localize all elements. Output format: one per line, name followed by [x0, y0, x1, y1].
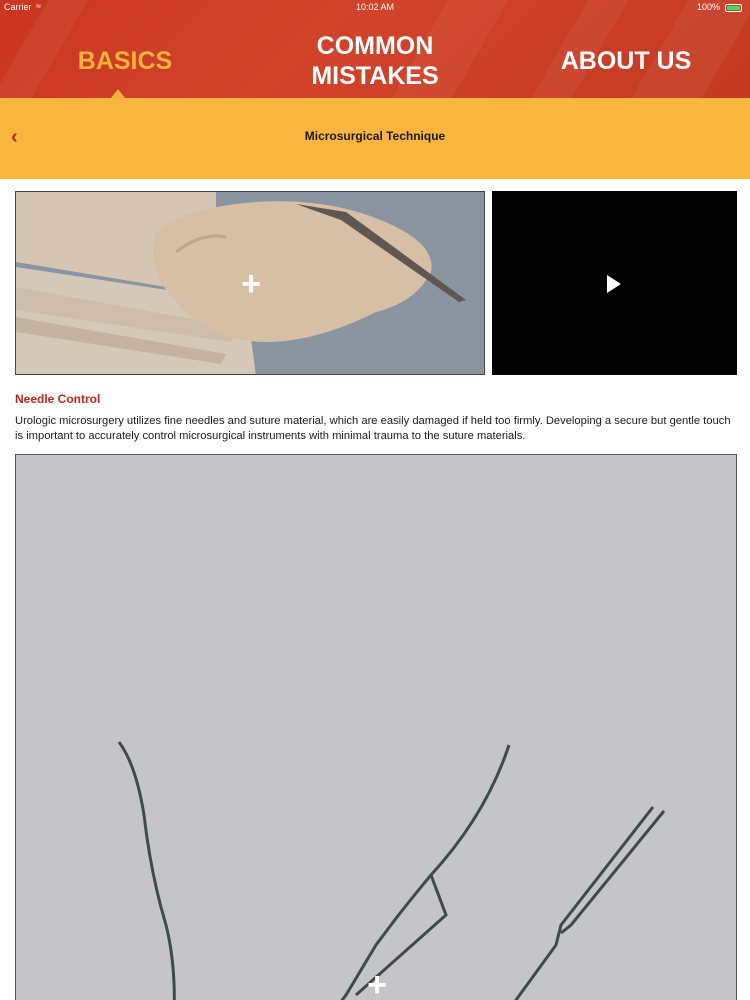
tab-basics-label: BASICS — [77, 47, 173, 75]
technique-video[interactable] — [492, 191, 737, 375]
plus-icon: + — [367, 966, 387, 1000]
page-header — [0, 98, 750, 179]
battery-icon — [725, 4, 742, 12]
status-time: 10:02 AM — [355, 2, 395, 12]
technique-photo[interactable] — [15, 191, 485, 375]
section-title: Needle Control — [15, 392, 101, 406]
chevron-left-icon[interactable]: ‹ — [11, 126, 18, 148]
battery-percent: 100% — [696, 2, 720, 12]
tab-about-us[interactable] — [500, 26, 750, 96]
forceps-line-drawing — [16, 455, 737, 1000]
page-title: Microsurgical Technique — [304, 129, 446, 143]
section-body: Urologic microsurgery utilizes fine needles and suture material, which are easily damaged if held too firmly. Developing a secure but gentle touch is important to accurately control microsurgical instruments with minimal trauma to the suture materials. — [15, 415, 731, 442]
tab-basics[interactable] — [0, 26, 250, 96]
status-bar — [0, 0, 750, 16]
needle-control-diagram[interactable] — [15, 454, 737, 1000]
plus-icon: + — [241, 265, 261, 303]
tab-common-mistakes-label: COMMON MISTAKES — [311, 32, 439, 90]
carrier-label: Carrier — [4, 2, 32, 12]
top-navigation-bar — [0, 0, 750, 98]
tab-common-mistakes[interactable] — [250, 26, 500, 96]
tab-about-us-label: ABOUT US — [560, 47, 692, 75]
wifi-icon: ≈ — [36, 1, 41, 11]
active-tab-indicator — [111, 89, 125, 98]
play-icon[interactable] — [607, 275, 621, 293]
